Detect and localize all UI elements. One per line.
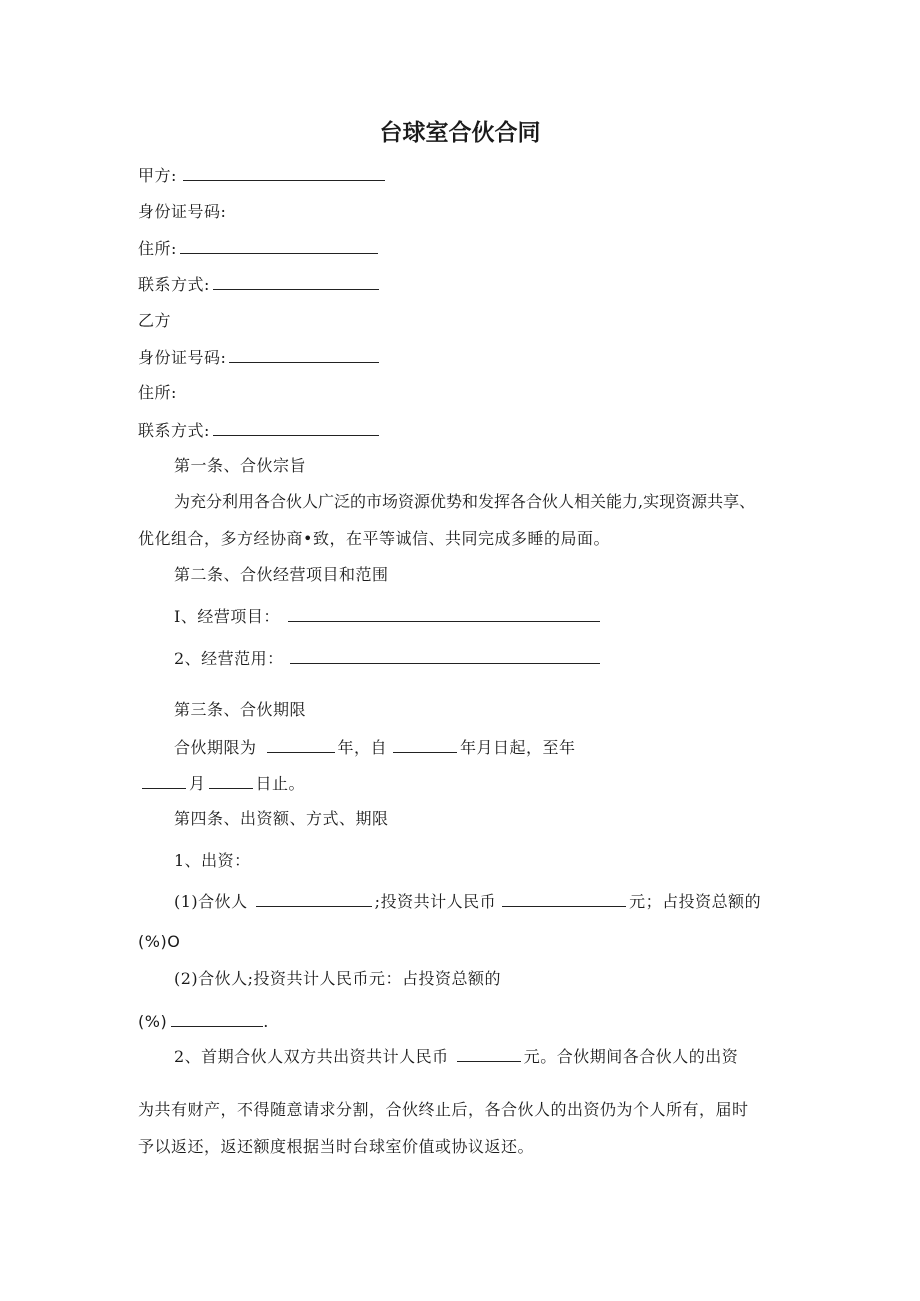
business-scope-blank (290, 647, 600, 664)
party-b-id-label: 身份证号码: (138, 348, 227, 367)
partner1-invest-label: ;投资共计人民币 (374, 892, 497, 911)
party-a-id-line (138, 201, 226, 223)
article2-item2-line (174, 647, 603, 670)
party-b-contact-label: 联系方式: (138, 421, 210, 440)
article4-sub2 (174, 1045, 738, 1068)
term-years-blank (267, 736, 335, 753)
party-b-contact-blank (213, 419, 379, 436)
party-a-address-line (138, 237, 381, 260)
article2-item2-label: 2、经营范用： (174, 649, 284, 668)
party-a-contact-line (138, 273, 382, 296)
partner1-share-label: 元；占投资总额的 (629, 892, 762, 911)
partner1-label: (1)合伙人 (174, 892, 248, 911)
article2-heading: 第二条、合伙经营项目和范围 (174, 565, 389, 584)
period-mark: . (263, 1012, 269, 1031)
article4-p1 (174, 890, 761, 913)
article1-line1: 为充分利用各合伙人广泛的市场资源优势和发挥各合伙人相关能力,实现资源共享、 (174, 492, 756, 511)
party-a-address-blank (180, 237, 378, 254)
initial-capital-label: 2、首期合伙人双方共出资共计人民币 (174, 1047, 449, 1066)
party-a-label: 甲方: (138, 166, 177, 185)
term-end-year-blank (142, 772, 186, 789)
party-b-label: 乙方 (138, 311, 172, 330)
term-month-label: 月 (189, 774, 206, 793)
article3-line2 (142, 772, 305, 795)
article4-heading: 第四条、出资额、方式、期限 (174, 809, 389, 828)
article1-heading: 第一条、合伙宗旨 (174, 456, 307, 475)
business-project-blank (288, 605, 600, 622)
article4-sub1: 1、出资： (174, 851, 251, 870)
party-b-address-line (138, 382, 177, 404)
partner2-percent-label: (%) (138, 1012, 168, 1031)
article4-p2-percent-line (138, 1010, 269, 1033)
party-b-id-blank (229, 346, 379, 363)
article3-heading: 第三条、合伙期限 (174, 700, 307, 719)
term-end-label: 日止。 (255, 774, 306, 793)
term-end-day-blank (209, 772, 253, 789)
article4-p2: (2)合伙人;投资共计人民币元：占投资总额的 (174, 969, 502, 988)
party-a-id-label: 身份证号码: (138, 202, 227, 221)
party-a-line (138, 164, 388, 187)
article2-item1-label: I、经营项目： (174, 607, 280, 626)
partner2-percent-blank (171, 1010, 263, 1027)
party-a-contact-label: 联系方式: (138, 275, 210, 294)
article2-item1-line (174, 605, 603, 628)
party-a-contact-blank (213, 273, 379, 290)
document-title: 台球室合伙合同 (379, 120, 541, 146)
term-start-label: 年月日起，至年 (460, 738, 576, 757)
partner1-name-blank (256, 890, 372, 907)
partner1-amount-blank (502, 890, 626, 907)
article3-line1 (174, 736, 576, 759)
article4-para1: 为共有财产，不得随意请求分割，合伙终止后，各合伙人的出资仍为个人所有，届时 (138, 1100, 749, 1119)
term-from-label: 年，自 (337, 738, 388, 757)
term-label: 合伙期限为 (174, 738, 257, 757)
article4-p1-percent: (%)O (138, 932, 181, 951)
article1-line2: 优化组合，多方经协商•致，在平等诚信、共同完成多睡的局面。 (138, 529, 610, 548)
party-b-line (138, 310, 171, 332)
initial-capital-blank (457, 1045, 521, 1062)
party-b-id-line (138, 346, 382, 369)
initial-capital-suffix: 元。合伙期间各合伙人的出资 (523, 1047, 739, 1066)
party-a-blank (183, 164, 385, 181)
party-b-address-label: 住所: (138, 383, 177, 402)
article4-para2: 予以返还，返还额度根据当时台球室价值或协议返还。 (138, 1137, 535, 1156)
party-b-contact-line (138, 419, 382, 442)
term-start-blank (393, 736, 457, 753)
party-a-address-label: 住所: (138, 239, 177, 258)
